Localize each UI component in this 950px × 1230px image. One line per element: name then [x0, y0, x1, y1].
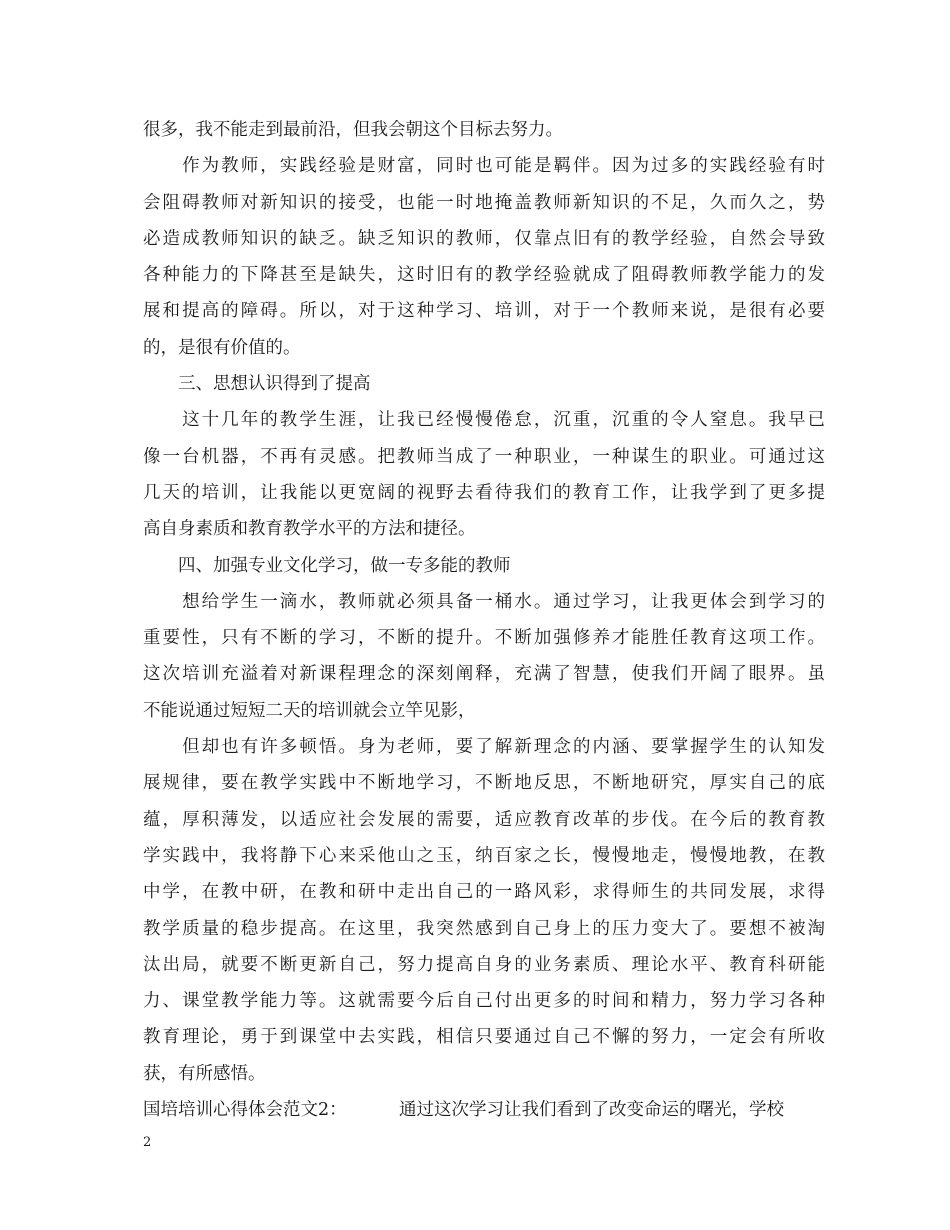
- text-line: 很多，我不能走到最前沿，但我会朝这个目标去努力。: [143, 120, 563, 140]
- text-line: 作为教师，实践经验是财富，同时也可能是羁伴。因为过多的实践经验有时: [143, 156, 825, 177]
- page-number: 2: [143, 1135, 152, 1150]
- text-line: 教学质量的稳步提高。在这里，我突然感到自己身上的压力变大了。要想不被淘: [143, 918, 825, 939]
- document-body: [143, 112, 825, 1128]
- text-line: 汰出局，就要不断更新自己，努力提高自身的业务素质、理论水平、教育科研能: [143, 954, 825, 975]
- text-line: 中学，在教中研，在教和研中走出自己的一路风彩，求得师生的共同发展，求得: [143, 882, 825, 903]
- text-line: 这十几年的教学生涯，让我已经慢慢倦怠，沉重，沉重的令人窒息。我早已: [143, 410, 825, 431]
- text-line: 获，有所感悟。: [143, 1063, 266, 1084]
- text-line: 几天的培训，让我能以更宽阔的视野去看待我们的教育工作，让我学到了更多提: [143, 482, 825, 503]
- section-heading: 三、思想认识得到了提高: [143, 374, 371, 395]
- text-line: 重要性，只有不断的学习，不断的提升。不断加强修养才能胜任教育这项工作。: [143, 628, 825, 649]
- text-line: 学实践中，我将静下心来采他山之玉，纳百家之长，慢慢地走，慢慢地教，在教: [143, 845, 825, 866]
- text-line: 展和提高的障碍。所以，对于这种学习、培训，对于一个教师来说，是很有必要: [143, 301, 825, 322]
- text-line: 教育理论，勇于到课堂中去实践，相信只要通过自己不懈的努力，一定会有所收: [143, 1027, 825, 1048]
- text-line: 力、课堂教学能力等。这就需要今后自己付出更多的时间和精力，努力学习各种: [143, 991, 825, 1012]
- text-line: 高自身素质和教育教学水平的方法和捷径。: [143, 519, 476, 540]
- text-line: 展规律，要在教学实践中不断地学习，不断地反思，不断地研究，厚实自己的底: [143, 773, 825, 794]
- text-line: 想给学生一滴水，教师就必须具备一桶水。通过学习，让我更体会到学习的: [143, 591, 825, 612]
- text-line: 但却也有许多顿悟。身为老师，要了解新理念的内涵、要掌握学生的认知发: [143, 737, 825, 758]
- text-line: 的，是很有价值的。: [143, 337, 301, 358]
- text-line: 像一台机器，不再有灵感。把教师当成了一种职业，一种谋生的职业。可通过这: [143, 446, 825, 467]
- sample-intro-text: 通过这次学习让我们看到了改变命运的曙光，学校: [399, 1100, 784, 1121]
- text-line: 这次培训充溢着对新课程理念的深刻阐释，充满了智慧，使我们开阔了眼界。虽: [143, 664, 825, 685]
- text-line: 各种能力的下降甚至是缺失，这时旧有的教学经验就成了阻碍教师教学能力的发: [143, 265, 825, 286]
- text-line: 蕴，厚积薄发，以适应社会发展的需要，适应教育改革的步伐。在今后的教育教: [143, 809, 825, 830]
- text-line: 必造成教师知识的缺乏。缺乏知识的教师，仅靠点旧有的教学经验，自然会导致: [143, 228, 825, 249]
- text-line: 会阻碍教师对新知识的接受，也能一时地掩盖教师新知识的不足，久而久之，势: [143, 192, 825, 213]
- sample-heading: 国培培训心得体会范文2：: [143, 1100, 347, 1121]
- sample-heading-line: [143, 1092, 825, 1128]
- text-line: 不能说通过短短二天的培训就会立竿见影，: [143, 700, 476, 721]
- section-heading: 四、加强专业文化学习，做一专多能的教师: [143, 555, 511, 576]
